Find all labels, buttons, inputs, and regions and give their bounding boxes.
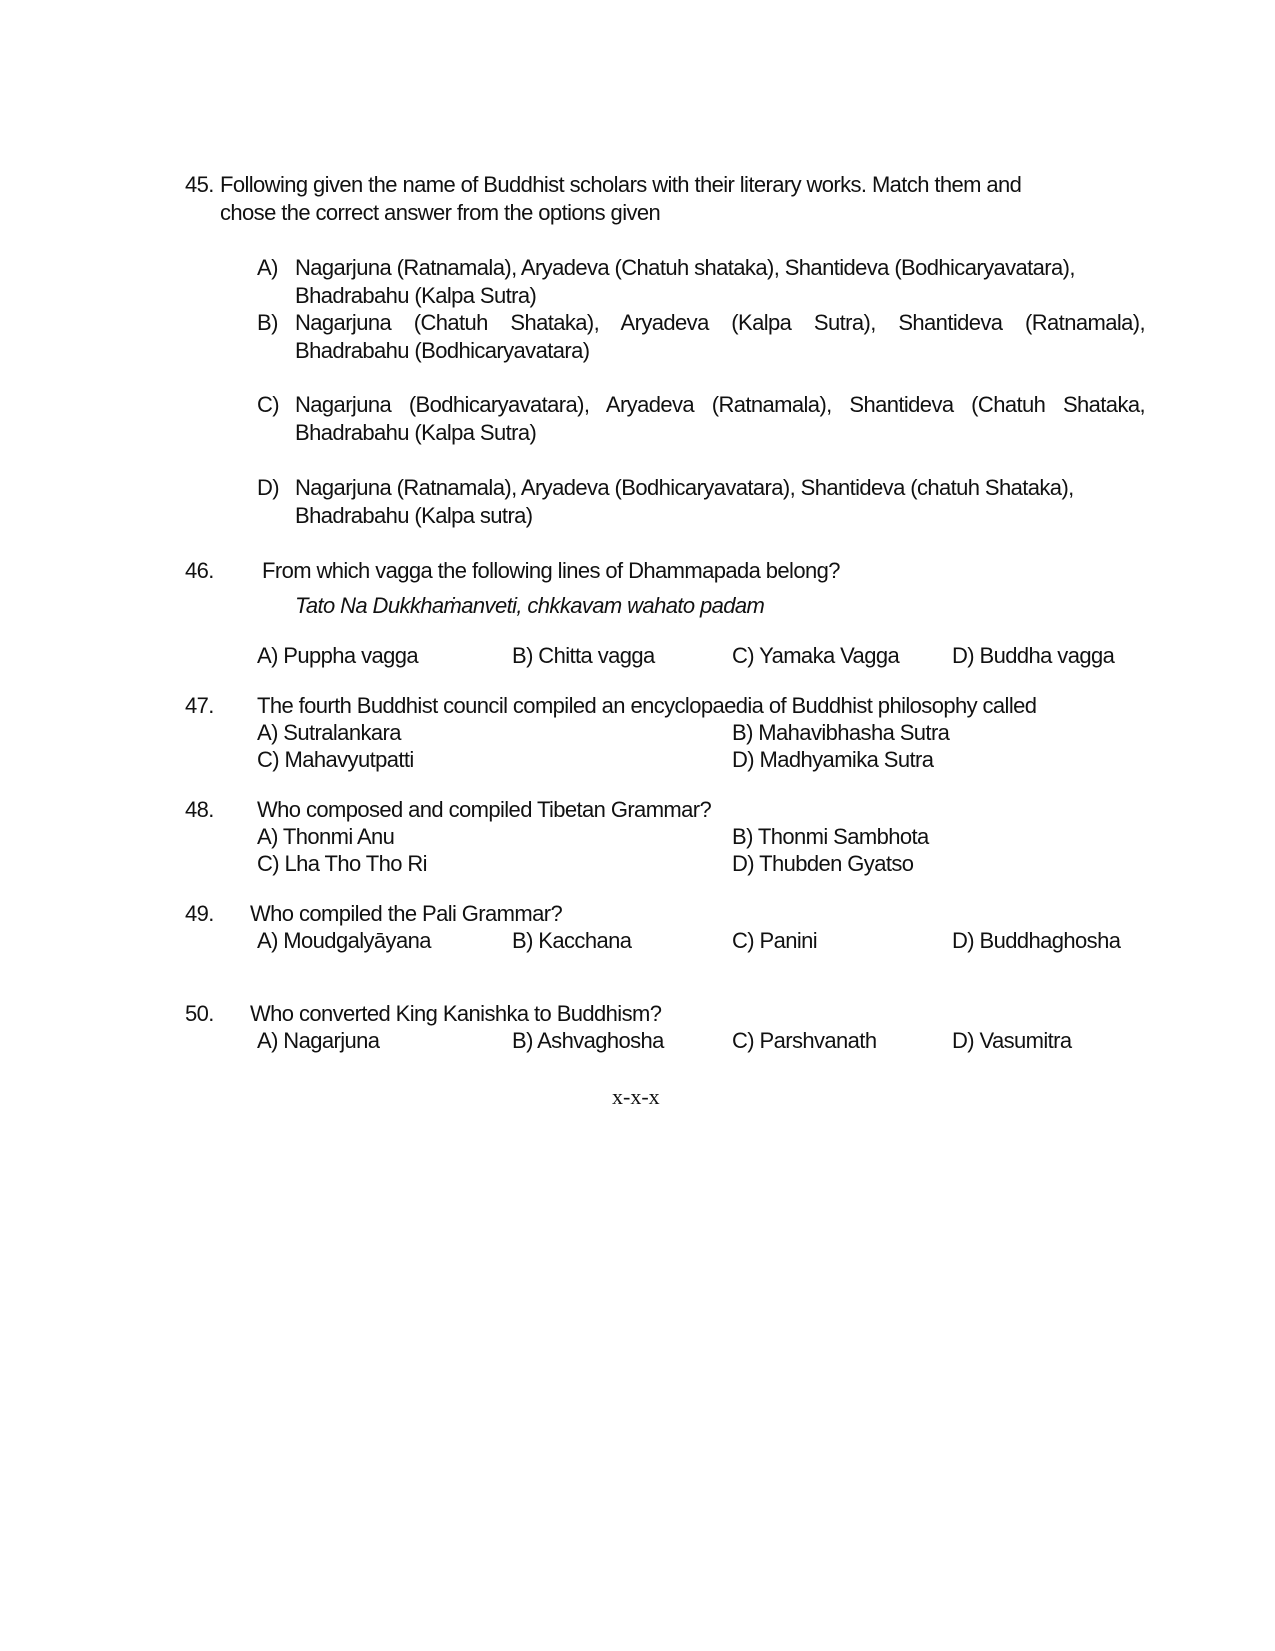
option-a: A) Thonmi Anu bbox=[257, 824, 395, 849]
option-text-line-2: Bhadrabahu (Kalpa Sutra) bbox=[295, 283, 537, 308]
option-c: C) Mahavyutpatti bbox=[257, 747, 414, 772]
question-number: 50. bbox=[185, 1001, 214, 1026]
end-marker: x-x-x bbox=[612, 1084, 660, 1109]
question-number: 45. bbox=[185, 172, 214, 197]
question-number: 46. bbox=[185, 558, 214, 583]
option-c: C) Yamaka Vagga bbox=[732, 643, 900, 668]
option-label: B) bbox=[257, 310, 278, 335]
option-d: D) Vasumitra bbox=[952, 1028, 1072, 1053]
question-text: Who converted King Kanishka to Buddhism? bbox=[250, 1001, 662, 1026]
option-text-line-1: Nagarjuna (Bodhicaryavatara), Aryadeva (Ratnamala), Shantideva (Chatuh Shataka, bbox=[295, 392, 1145, 417]
option-text-line-1: Nagarjuna (Ratnamala), Aryadeva (Chatuh shataka), Shantideva (Bodhicaryavatara), bbox=[295, 255, 1075, 280]
option-c: C) Parshvanath bbox=[732, 1028, 877, 1053]
option-d: D) Buddhaghosha bbox=[952, 928, 1121, 953]
option-text-line-2: Bhadrabahu (Bodhicaryavatara) bbox=[295, 338, 590, 363]
option-b: B) Chitta vagga bbox=[512, 643, 655, 668]
option-a: A) Moudgalyāyana bbox=[257, 928, 431, 953]
option-d: D) Buddha vagga bbox=[952, 643, 1115, 668]
question-text: Who compiled the Pali Grammar? bbox=[250, 901, 563, 926]
option-d: D) Thubden Gyatso bbox=[732, 851, 914, 876]
option-c: C) Lha Tho Tho Ri bbox=[257, 851, 427, 876]
option-c: C) Panini bbox=[732, 928, 818, 953]
option-d: D) Madhyamika Sutra bbox=[732, 747, 934, 772]
option-label: D) bbox=[257, 475, 280, 500]
quoted-verse: Tato Na Dukkhaṁanveti, chkkavam wahato padam bbox=[295, 593, 765, 618]
option-text-line-2: Bhadrabahu (Kalpa sutra) bbox=[295, 503, 533, 528]
question-text: Who composed and compiled Tibetan Grammar? bbox=[257, 797, 712, 822]
option-b: B) Thonmi Sambhota bbox=[732, 824, 929, 849]
option-a: A) Nagarjuna bbox=[257, 1028, 380, 1053]
question-text-line-2: chose the correct answer from the options given bbox=[220, 200, 661, 225]
option-label: C) bbox=[257, 392, 280, 417]
option-b: B) Ashvaghosha bbox=[512, 1028, 664, 1053]
question-number: 49. bbox=[185, 901, 214, 926]
question-number: 47. bbox=[185, 693, 214, 718]
question-text: From which vagga the following lines of Dhammapada belong? bbox=[262, 558, 840, 583]
option-b: B) Kacchana bbox=[512, 928, 632, 953]
option-text-line-2: Bhadrabahu (Kalpa Sutra) bbox=[295, 420, 537, 445]
option-a: A) Puppha vagga bbox=[257, 643, 419, 668]
option-label: A) bbox=[257, 255, 278, 280]
option-a: A) Sutralankara bbox=[257, 720, 401, 745]
question-text-line-1: Following given the name of Buddhist scholars with their literary works. Match them and bbox=[220, 172, 1022, 197]
question-number: 48. bbox=[185, 797, 214, 822]
option-b: B) Mahavibhasha Sutra bbox=[732, 720, 950, 745]
option-text-line-1: Nagarjuna (Ratnamala), Aryadeva (Bodhicaryavatara), Shantideva (chatuh Shataka), bbox=[295, 475, 1074, 500]
question-text: The fourth Buddhist council compiled an encyclopaedia of Buddhist philosophy called bbox=[257, 693, 1037, 718]
option-text-line-1: Nagarjuna (Chatuh Shataka), Aryadeva (Kalpa Sutra), Shantideva (Ratnamala), bbox=[295, 310, 1145, 335]
